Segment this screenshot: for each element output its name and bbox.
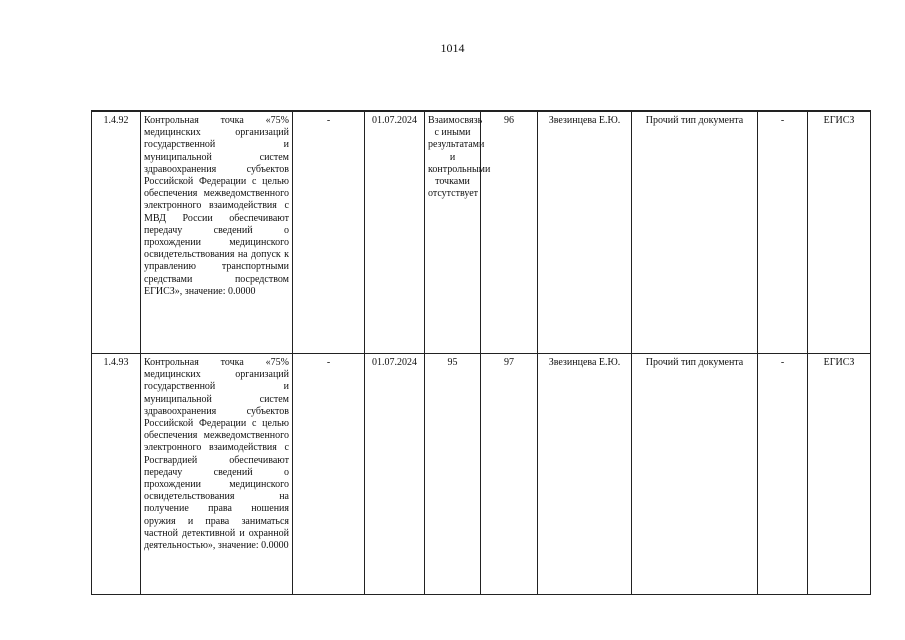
- row-responsible: Звезинцева Е.Ю.: [538, 354, 632, 595]
- row-doc-type: Прочий тип документа: [632, 112, 758, 354]
- row-number: 1.4.93: [92, 354, 141, 595]
- row-doc-type: Прочий тип документа: [632, 354, 758, 595]
- row-col3: -: [293, 112, 365, 354]
- row-description: Контрольная точка «75% медицинских организаций государственной и муниципальной систем здравоохранения субъектов Российской Федерации с целью обеспечения межведомственного электронного взаимодействия с МВД России обеспечивают передачу сведений о прохождении медицинского освидетельствования на допуск к управлению транспортными средствами посредством ЕГИСЗ», значение: 0.0000: [141, 112, 293, 354]
- row-date: 01.07.2024: [365, 354, 425, 595]
- row-col9: -: [758, 354, 808, 595]
- table-row: [92, 112, 871, 354]
- row-system: ЕГИСЗ: [808, 112, 871, 354]
- row-successor: 97: [481, 354, 538, 595]
- row-col9: -: [758, 112, 808, 354]
- row-responsible: Звезинцева Е.Ю.: [538, 112, 632, 354]
- row-predecessor: Взаимосвязь с иными результатами и контрольными точками отсутствует: [425, 112, 481, 354]
- table-row: [92, 354, 871, 595]
- row-system: ЕГИСЗ: [808, 354, 871, 595]
- document-table: [91, 110, 871, 595]
- row-number: 1.4.92: [92, 112, 141, 354]
- row-col3: -: [293, 354, 365, 595]
- row-description: Контрольная точка «75% медицинских организаций государственной и муниципальной систем здравоохранения субъектов Российской Федерации с целью обеспечения межведомственного электронного взаимодействия с Росгвардией обеспечивают передачу сведений о прохождении медицинского освидетельствования на получение права ношения оружия и права заниматься частной детективной и охранной деятельностью», значение: 0.0000: [141, 354, 293, 595]
- row-predecessor: 95: [425, 354, 481, 595]
- row-successor: 96: [481, 112, 538, 354]
- row-date: 01.07.2024: [365, 112, 425, 354]
- page-number: 1014: [440, 41, 465, 55]
